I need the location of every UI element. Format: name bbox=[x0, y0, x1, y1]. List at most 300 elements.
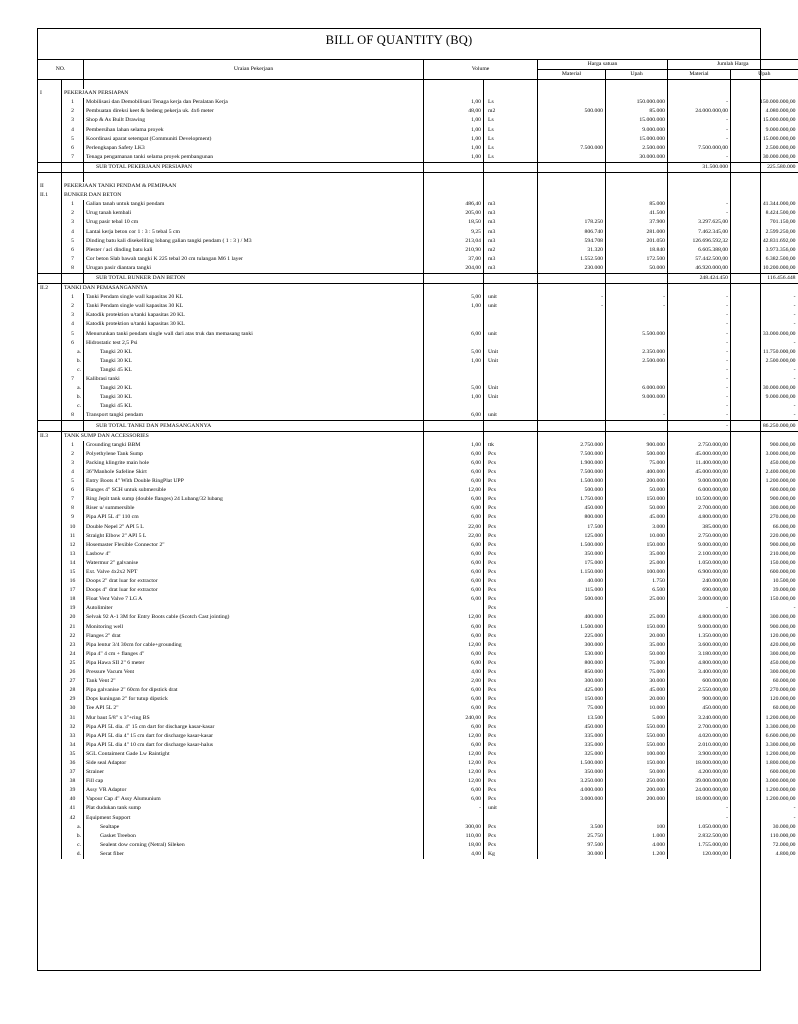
total-upah: 60.000,00 bbox=[731, 704, 798, 713]
unit-price-upah: 172.500 bbox=[606, 255, 668, 264]
volume-value: 12,00 bbox=[424, 613, 484, 622]
total-material: 45.000.000,00 bbox=[668, 450, 731, 459]
total-upah: 900.000,00 bbox=[731, 541, 798, 550]
total-material: - bbox=[668, 330, 731, 339]
row-number: II.2 bbox=[38, 284, 62, 294]
item-row bbox=[38, 804, 798, 813]
total-upah: 120.000,00 bbox=[731, 695, 798, 704]
volume-unit: Pcs bbox=[484, 604, 538, 613]
unit-price-upah: 5.500.000 bbox=[606, 330, 668, 339]
item-number: 29 bbox=[62, 695, 84, 704]
unit-price-material: 7.500.000 bbox=[538, 450, 606, 459]
empty-cell bbox=[38, 777, 62, 786]
item-number: 27 bbox=[62, 677, 84, 686]
total-material: 240.000,00 bbox=[668, 577, 731, 586]
total-material: 1.050.000,00 bbox=[668, 559, 731, 568]
unit-price-material bbox=[538, 393, 606, 402]
empty-cell bbox=[38, 468, 62, 477]
empty-cell bbox=[538, 421, 606, 431]
volume-unit: m3 bbox=[484, 200, 538, 209]
unit-price-material bbox=[538, 375, 606, 384]
item-number: a. bbox=[62, 384, 84, 393]
total-upah: 41.344.000,00 bbox=[731, 200, 798, 209]
empty-cell bbox=[424, 89, 484, 98]
empty-cell bbox=[38, 732, 62, 741]
item-row bbox=[38, 586, 798, 595]
empty-cell bbox=[38, 144, 62, 153]
item-number: 6 bbox=[62, 339, 84, 348]
unit-price-upah: 25.000 bbox=[606, 613, 668, 622]
empty-cell bbox=[606, 273, 668, 283]
volume-value: 6,00 bbox=[424, 468, 484, 477]
unit-price-material: - bbox=[538, 302, 606, 311]
item-row bbox=[38, 686, 798, 695]
unit-price-material: 800.000 bbox=[538, 513, 606, 522]
volume-value: 12,00 bbox=[424, 759, 484, 768]
empty-cell bbox=[38, 293, 62, 302]
unit-price-upah: 500.000 bbox=[606, 450, 668, 459]
volume-unit bbox=[484, 311, 538, 320]
volume-value: 5,00 bbox=[424, 293, 484, 302]
volume-value: 6,00 bbox=[424, 632, 484, 641]
empty-cell bbox=[731, 284, 798, 294]
total-material: 7.500.000,00 bbox=[668, 144, 731, 153]
total-upah: 300.000,00 bbox=[731, 504, 798, 513]
total-upah: 30.000.000,00 bbox=[731, 384, 798, 393]
empty-cell bbox=[38, 255, 62, 264]
item-row bbox=[38, 302, 798, 311]
item-description: Pipa 4" 4 cm + flanges 4" bbox=[84, 650, 424, 659]
empty-cell bbox=[484, 182, 538, 191]
total-upah: 9.000.000,00 bbox=[731, 393, 798, 402]
empty-cell bbox=[38, 686, 62, 695]
unit-price-upah: 2.500.000 bbox=[606, 144, 668, 153]
total-material: - bbox=[668, 375, 731, 384]
volume-unit: Pcs bbox=[484, 759, 538, 768]
unit-price-upah: 150.000 bbox=[606, 759, 668, 768]
item-description: Pressure Vacum Vent bbox=[84, 668, 424, 677]
total-material: - bbox=[668, 209, 731, 218]
volume-unit: m3 bbox=[484, 209, 538, 218]
total-material: 600.000,00 bbox=[668, 677, 731, 686]
total-upah: 3.000.000,00 bbox=[731, 450, 798, 459]
volume-unit: Pcs bbox=[484, 532, 538, 541]
unit-price-upah: 100.000 bbox=[606, 750, 668, 759]
item-row bbox=[38, 659, 798, 668]
total-material: 6.000.000,00 bbox=[668, 486, 731, 495]
item-row bbox=[38, 495, 798, 504]
empty-cell bbox=[38, 504, 62, 513]
item-description: Monitoring well bbox=[84, 623, 424, 632]
total-material: 9.000.000,00 bbox=[668, 477, 731, 486]
total-material: - bbox=[668, 348, 731, 357]
item-row bbox=[38, 107, 798, 116]
unit-price-material: 2.750.000 bbox=[538, 441, 606, 450]
total-upah: 60.000,00 bbox=[731, 677, 798, 686]
volume-unit: Pcs bbox=[484, 704, 538, 713]
empty-cell bbox=[38, 659, 62, 668]
empty-cell bbox=[38, 604, 62, 613]
item-number: 32 bbox=[62, 723, 84, 732]
unit-price-upah: 550.000 bbox=[606, 741, 668, 750]
empty-cell bbox=[538, 172, 606, 182]
sub-item-row bbox=[38, 823, 798, 832]
total-upah: 1.200.000,00 bbox=[731, 477, 798, 486]
unit-price-upah: 20.000 bbox=[606, 695, 668, 704]
item-row bbox=[38, 641, 798, 650]
unit-price-material bbox=[538, 98, 606, 107]
item-description: Pembuatan direksi keet & bedeng pekerja uk. 4x6 meter bbox=[84, 107, 424, 116]
volume-value: 6,00 bbox=[424, 330, 484, 339]
volume-value: 6,00 bbox=[424, 568, 484, 577]
item-number: 21 bbox=[62, 623, 84, 632]
item-row bbox=[38, 375, 798, 384]
volume-value bbox=[424, 402, 484, 411]
unit-price-material: 3.250.000 bbox=[538, 777, 606, 786]
empty-cell bbox=[38, 218, 62, 227]
total-upah: 600.000,00 bbox=[731, 768, 798, 777]
item-description: Tee API 5L 2" bbox=[84, 704, 424, 713]
item-row bbox=[38, 741, 798, 750]
volume-unit bbox=[484, 402, 538, 411]
empty-cell bbox=[38, 841, 62, 850]
item-number: 5 bbox=[62, 477, 84, 486]
item-description: Vapour Cap 4" Assy Alumunium bbox=[84, 795, 424, 804]
unit-price-upah: 85.000 bbox=[606, 107, 668, 116]
empty-cell bbox=[62, 273, 84, 283]
total-material: 2.700.000,00 bbox=[668, 504, 731, 513]
volume-value: 6,00 bbox=[424, 541, 484, 550]
unit-price-material bbox=[538, 320, 606, 329]
total-material: 4.800.000,00 bbox=[668, 513, 731, 522]
item-description: Dinding batu kali disekeliling lobang galian tangki pendam ( 1 : 3 ) / M3 bbox=[84, 237, 424, 246]
unit-price-upah: 550.000 bbox=[606, 732, 668, 741]
unit-price-material bbox=[538, 200, 606, 209]
item-number: 18 bbox=[62, 595, 84, 604]
unit-price-upah: 75.000 bbox=[606, 659, 668, 668]
empty-cell bbox=[38, 330, 62, 339]
empty-cell bbox=[538, 80, 606, 90]
unit-price-material: 13.500 bbox=[538, 713, 606, 722]
total-material: 9.000.000,00 bbox=[668, 541, 731, 550]
volume-unit: Unit bbox=[484, 384, 538, 393]
volume-value: 2,00 bbox=[424, 677, 484, 686]
volume-value: 6,00 bbox=[424, 411, 484, 421]
empty-cell bbox=[424, 431, 484, 441]
volume-value: 6,00 bbox=[424, 723, 484, 732]
unit-price-material: 7.500.000 bbox=[538, 144, 606, 153]
total-upah: 66.000,00 bbox=[731, 523, 798, 532]
total-upah: - bbox=[731, 814, 798, 823]
total-material: 18.000.000,00 bbox=[668, 795, 731, 804]
total-material: - bbox=[668, 339, 731, 348]
item-number: 33 bbox=[62, 732, 84, 741]
empty-cell bbox=[38, 228, 62, 237]
unit-price-upah: 3.000 bbox=[606, 523, 668, 532]
total-material: 6.900.000,00 bbox=[668, 568, 731, 577]
empty-cell bbox=[538, 182, 606, 191]
sub-item-row bbox=[38, 832, 798, 841]
empty-cell bbox=[538, 273, 606, 283]
empty-cell bbox=[38, 632, 62, 641]
volume-value: 1,00 bbox=[424, 153, 484, 163]
volume-unit: Pcs bbox=[484, 723, 538, 732]
unit-price-upah: 15.000.000 bbox=[606, 116, 668, 125]
unit-price-upah: 200.000 bbox=[606, 795, 668, 804]
subtotal-upah: 86.250.000,00 bbox=[731, 421, 798, 431]
item-number: 26 bbox=[62, 668, 84, 677]
unit-price-upah: 50.000 bbox=[606, 264, 668, 274]
volume-value: 4,00 bbox=[424, 668, 484, 677]
unit-price-material: 850.000 bbox=[538, 668, 606, 677]
unit-price-upah: 9.000.000 bbox=[606, 125, 668, 134]
total-upah: 10.200.000,00 bbox=[731, 264, 798, 274]
volume-value: - bbox=[424, 804, 484, 813]
item-number: 4 bbox=[62, 228, 84, 237]
item-description: Tangki 45 KL bbox=[84, 366, 424, 375]
total-upah: 270.000,00 bbox=[731, 513, 798, 522]
volume-value: 213,04 bbox=[424, 237, 484, 246]
total-upah: 150.000,00 bbox=[731, 595, 798, 604]
volume-value: 18,50 bbox=[424, 218, 484, 227]
item-number: 11 bbox=[62, 532, 84, 541]
volume-value: 6,00 bbox=[424, 595, 484, 604]
item-number: 1 bbox=[62, 98, 84, 107]
unit-price-upah: 85.000 bbox=[606, 200, 668, 209]
unit-price-material: 1.750.000 bbox=[538, 495, 606, 504]
unit-price-material: 1.500.000 bbox=[538, 623, 606, 632]
item-row bbox=[38, 153, 798, 163]
item-row bbox=[38, 441, 798, 450]
item-description: SGL Contaiment Gade Lw Raintight bbox=[84, 750, 424, 759]
item-row bbox=[38, 504, 798, 513]
volume-value: 6,00 bbox=[424, 504, 484, 513]
item-description: Tangki 45 KL bbox=[84, 402, 424, 411]
unit-price-material bbox=[538, 339, 606, 348]
empty-cell bbox=[538, 431, 606, 441]
total-material: 2.832.500,00 bbox=[668, 832, 731, 841]
volume-value: 1,00 bbox=[424, 302, 484, 311]
sub-item-row bbox=[38, 384, 798, 393]
empty-cell bbox=[38, 357, 62, 366]
total-upah: 3.000.000,00 bbox=[731, 777, 798, 786]
volume-value bbox=[424, 320, 484, 329]
unit-price-material: 1.500.000 bbox=[538, 759, 606, 768]
volume-unit: m2 bbox=[484, 246, 538, 255]
total-material: 10.500.000,00 bbox=[668, 495, 731, 504]
unit-price-material: 3.500 bbox=[538, 823, 606, 832]
total-material: 39.000.000,00 bbox=[668, 777, 731, 786]
total-upah: 15.000.000,00 bbox=[731, 135, 798, 144]
item-number: a. bbox=[62, 348, 84, 357]
empty-cell bbox=[731, 172, 798, 182]
item-description: Mobilisasi dan Demobilisasi Tenaga kerja dan Peralatan Kerja bbox=[84, 98, 424, 107]
unit-price-upah: 5.000 bbox=[606, 713, 668, 722]
item-number: 20 bbox=[62, 613, 84, 622]
volume-unit: Pcs bbox=[484, 695, 538, 704]
item-row bbox=[38, 713, 798, 722]
volume-unit: Pcs bbox=[484, 659, 538, 668]
item-row bbox=[38, 459, 798, 468]
empty-cell bbox=[38, 246, 62, 255]
total-upah: 9.000.000,00 bbox=[731, 125, 798, 134]
total-material: 1.050.000,00 bbox=[668, 823, 731, 832]
volume-unit: Pcs bbox=[484, 632, 538, 641]
empty-cell bbox=[38, 513, 62, 522]
total-upah: - bbox=[731, 402, 798, 411]
total-material: 46.920.000,00 bbox=[668, 264, 731, 274]
item-number: 15 bbox=[62, 568, 84, 577]
empty-cell bbox=[606, 182, 668, 191]
unit-price-material bbox=[538, 330, 606, 339]
unit-price-upah: 25.000 bbox=[606, 595, 668, 604]
item-number: 39 bbox=[62, 786, 84, 795]
bq-sheet bbox=[37, 28, 796, 971]
total-upah: - bbox=[731, 320, 798, 329]
unit-price-upah: 1.200 bbox=[606, 850, 668, 859]
unit-price-upah bbox=[606, 339, 668, 348]
subtotal-material: 31.500.000 bbox=[668, 162, 731, 172]
total-material: 690.000,00 bbox=[668, 586, 731, 595]
empty-cell bbox=[84, 80, 424, 90]
item-number: 19 bbox=[62, 604, 84, 613]
section-title: TANKI DAN PEMASANGANNYA bbox=[62, 284, 424, 294]
unit-price-material bbox=[538, 209, 606, 218]
item-row bbox=[38, 523, 798, 532]
total-upah: - bbox=[731, 293, 798, 302]
total-upah: 600.000,00 bbox=[731, 568, 798, 577]
item-description: Ext. Valve 4x2x2 NPT bbox=[84, 568, 424, 577]
empty-cell bbox=[38, 768, 62, 777]
item-number: 28 bbox=[62, 686, 84, 695]
unit-price-upah: 150.000 bbox=[606, 541, 668, 550]
empty-cell bbox=[424, 182, 484, 191]
unit-price-material bbox=[538, 411, 606, 421]
empty-cell bbox=[668, 191, 731, 200]
empty-cell bbox=[38, 704, 62, 713]
unit-price-upah: 4.000 bbox=[606, 841, 668, 850]
item-description: Equipment Support bbox=[84, 814, 424, 823]
volume-unit: Ls bbox=[484, 125, 538, 134]
empty-cell bbox=[484, 89, 538, 98]
unit-price-material bbox=[538, 153, 606, 163]
empty-cell bbox=[38, 814, 62, 823]
total-material: 57.442.500,00 bbox=[668, 255, 731, 264]
volume-value: 6,00 bbox=[424, 659, 484, 668]
volume-unit: Pcs bbox=[484, 550, 538, 559]
empty-cell bbox=[38, 162, 62, 172]
empty-cell bbox=[668, 182, 731, 191]
unit-price-material bbox=[538, 814, 606, 823]
unit-price-upah: 10.000 bbox=[606, 532, 668, 541]
unit-price-material: 75.000 bbox=[538, 704, 606, 713]
unit-price-upah: 37.900 bbox=[606, 218, 668, 227]
item-number: 6 bbox=[62, 246, 84, 255]
unit-price-upah: 150.000 bbox=[606, 623, 668, 632]
volume-value bbox=[424, 604, 484, 613]
item-row bbox=[38, 777, 798, 786]
item-number: 5 bbox=[62, 237, 84, 246]
empty-cell bbox=[38, 532, 62, 541]
unit-price-upah: 35.000 bbox=[606, 641, 668, 650]
item-row bbox=[38, 209, 798, 218]
item-description: Tenaga pengamanan tanki selama proyek pembangunan bbox=[84, 153, 424, 163]
subtotal-upah: 116.456.448 bbox=[731, 273, 798, 283]
empty-cell bbox=[731, 89, 798, 98]
unit-price-material bbox=[538, 804, 606, 813]
item-row bbox=[38, 577, 798, 586]
total-material: - bbox=[668, 153, 731, 163]
total-material: - bbox=[668, 384, 731, 393]
total-upah: 10.500,00 bbox=[731, 577, 798, 586]
item-number: 17 bbox=[62, 586, 84, 595]
total-upah: 150.000.000,00 bbox=[731, 98, 798, 107]
volume-unit: Pcs bbox=[484, 623, 538, 632]
empty-cell bbox=[62, 172, 84, 182]
unit-price-upah: 10.000 bbox=[606, 704, 668, 713]
item-number: 16 bbox=[62, 577, 84, 586]
volume-unit: m3 bbox=[484, 218, 538, 227]
unit-price-material: 150.000 bbox=[538, 695, 606, 704]
empty-cell bbox=[38, 80, 62, 90]
total-material: 2.700.000,00 bbox=[668, 723, 731, 732]
item-row bbox=[38, 135, 798, 144]
volume-value: 6,00 bbox=[424, 741, 484, 750]
unit-price-upah: 200.000 bbox=[606, 477, 668, 486]
item-description: Transport tangki pendam bbox=[84, 411, 424, 421]
volume-unit: Pcs bbox=[484, 595, 538, 604]
volume-unit: Ls bbox=[484, 135, 538, 144]
subsection-row bbox=[38, 191, 798, 200]
spacer-row bbox=[38, 80, 798, 90]
unit-price-material bbox=[538, 384, 606, 393]
item-row bbox=[38, 237, 798, 246]
empty-cell bbox=[38, 677, 62, 686]
volume-value: 6,00 bbox=[424, 495, 484, 504]
item-number: 3 bbox=[62, 459, 84, 468]
total-material: 3.400.000,00 bbox=[668, 668, 731, 677]
volume-unit: unit bbox=[484, 302, 538, 311]
total-material: 4.020.000,00 bbox=[668, 732, 731, 741]
empty-cell bbox=[38, 541, 62, 550]
total-upah: 300.000,00 bbox=[731, 613, 798, 622]
empty-cell bbox=[38, 98, 62, 107]
item-description: Straight Elbow 2" API 5 L bbox=[84, 532, 424, 541]
empty-cell bbox=[484, 162, 538, 172]
sub-item-row bbox=[38, 841, 798, 850]
item-row bbox=[38, 311, 798, 320]
item-description: Pipa lentur 3/4 30cm for cable+grounding bbox=[84, 641, 424, 650]
unit-price-material: 1.500.000 bbox=[538, 541, 606, 550]
unit-price-upah: 150.000 bbox=[606, 495, 668, 504]
unit-price-upah: 41.500 bbox=[606, 209, 668, 218]
item-description: Urug tanah kembali bbox=[84, 209, 424, 218]
item-description: Flanges 4" SCH untuk submersible bbox=[84, 486, 424, 495]
item-row bbox=[38, 559, 798, 568]
item-row bbox=[38, 786, 798, 795]
total-upah: 120.000,00 bbox=[731, 632, 798, 641]
item-description: Hosemaster Flexible Connector 2" bbox=[84, 541, 424, 550]
item-description: Pembersihan lahan selama proyek bbox=[84, 125, 424, 134]
unit-price-material: 335.000 bbox=[538, 741, 606, 750]
volume-unit: Pcs bbox=[484, 504, 538, 513]
volume-value: 12,00 bbox=[424, 732, 484, 741]
unit-price-upah: 400.000 bbox=[606, 468, 668, 477]
subtotal-row bbox=[38, 273, 798, 283]
total-material: - bbox=[668, 293, 731, 302]
item-number: a. bbox=[62, 823, 84, 832]
item-description: Shop & As Built Drawing bbox=[84, 116, 424, 125]
